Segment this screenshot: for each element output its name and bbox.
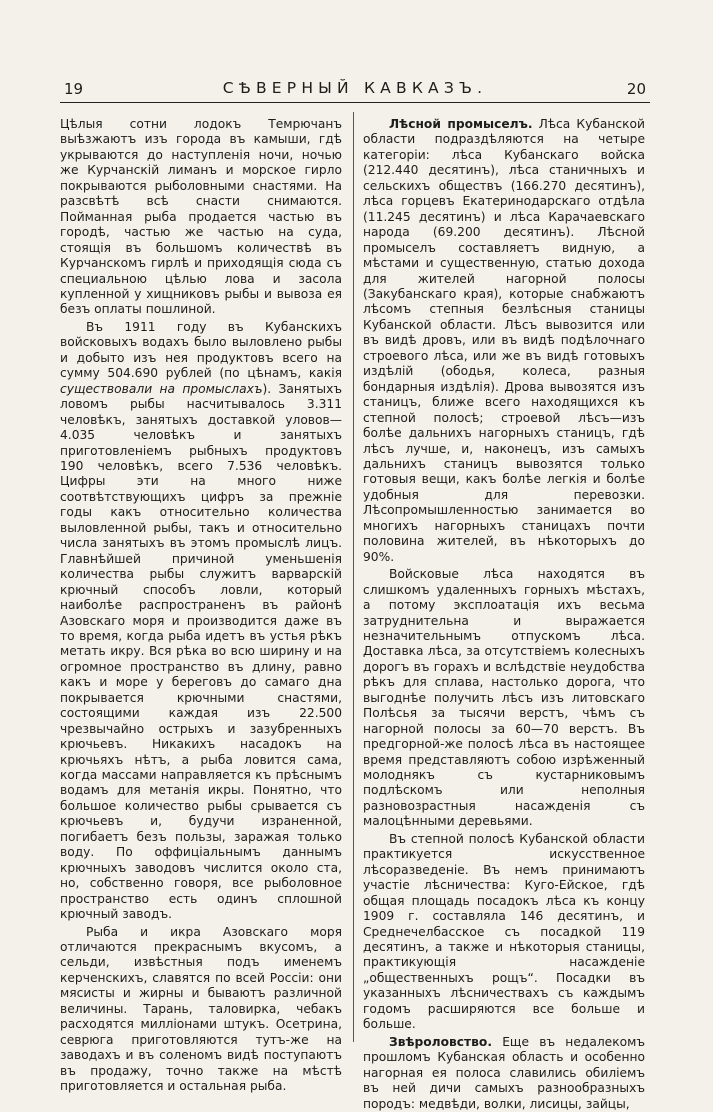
running-header — [60, 78, 650, 103]
paragraph — [363, 1035, 645, 1112]
italic-phrase: существовали на промыслахъ — [60, 381, 263, 396]
paragraph: Войсковые лѣса находятся въ слишкомъ удаленныхъ горныхъ мѣстахъ, а потому эксплоатація ихъ весьма затруднительна и выражается незначительнымъ отпускомъ лѣса. Доставка лѣса, за отсутствіемъ колесныхъ дорогъ въ горахъ и вслѣдствіе неудобства рѣкъ для сплава, настолько дорога, что выгоднѣе получить лѣсъ изъ литовскаго Полѣсья за тысячи верстъ, чѣмъ съ нагорной полосы за 60—70 верстъ. Въ предгорной-же полосѣ лѣса въ настоящее время представляютъ собою изрѣженный молоднякъ съ кустарниковымъ подлѣскомъ или неполныя разновозрастныя насажденія съ малоцѣнными деревьями. — [363, 567, 645, 829]
section-heading: Звѣроловство. — [389, 1034, 492, 1049]
page-number-right: 20 — [626, 80, 646, 98]
section-heading: Лѣсной промыселъ. — [389, 117, 533, 131]
left-column — [60, 117, 342, 1094]
page-number-left: 19 — [64, 80, 84, 98]
text-run: ). Занятыхъ ловомъ рыбы насчитывалось 3.311 человѣкъ, занятыхъ доставкой уловов—4.035 человѣкъ и занятыхъ приготовленіемъ рыбныхъ продуктовъ 190 человѣкъ, всего 7.536 человѣкъ. Цифры эти на много ниже соотвѣтствующихъ цифръ за прежніе годы какъ относительно количества выловленной рыбы, такъ и относительно числа занятыхъ въ этомъ промыслѣ лицъ. Главнѣйшей причиной уменьшенія количества рыбы служитъ варварскій крючный способъ ловли, который наиболѣе распространенъ въ районѣ Азовскаго моря и производится даже въ то время, когда рыба идетъ въ устья рѣкъ метать икру. Вся рѣка во всю ширину и на огромное пространство въ длину, равно какъ и море у береговъ до самаго дна покрывается крючными снастями, состоящими каждая изъ 22.500 чрезвычайно острыхъ и зазубренныхъ крючьевъ. Никакихъ насадокъ на крючьяхъ нѣтъ, а рыба ловится сама, когда массами направляется къ прѣснымъ водамъ для метанія икры. Понятно, что большое количество рыбы срывается съ крючьевъ и, будучи израненной, погибаетъ безъ пользы, заражая только воду. По оффиціальнымъ даннымъ крючныхъ заводовъ числится около ста, но, собственно говоря, все рыболовное пространство есть одинъ сплошной крючный заводъ. — [60, 381, 342, 922]
paragraph: Въ степной полосѣ Кубанской области практикуется искусственное лѣсоразведеніе. Въ немъ принимаютъ участіе лѣсничества: Куго-Ейское, гдѣ общая площадь посадокъ лѣса къ концу 1909 г. составляла 146 десятинъ, и Среднечелбасское съ посадкой 119 десятинъ, а также и нѣкоторыя станицы, практикующія насажденіе „общественныхъ рощъ“. Посадки въ указанныхъ лѣсничествахъ съ каждымъ годомъ расширяются все больше и больше. — [363, 831, 645, 1032]
right-column — [363, 117, 645, 1111]
paragraph: Рыба и икра Азовскаго моря отличаются прекраснымъ вкусомъ, а сельди, извѣстныя подъ именемъ керченскихъ, славятся по всей Россіи: они мясисты и жирны и бываютъ различной величины. Тарань, таловирка, чебакъ расходятся миллiонами штукъ. Осетрина, севрюга приготовляются тутъ-же на заводахъ и въ соленомъ видѣ поступаютъ въ продажу, точно также на мѣстѣ приготовляется и остальная рыба. — [60, 924, 342, 1094]
text-run: Еще въ недалекомъ прошломъ Кубанская область и особенно нагорная ея полоса славились обиліемъ въ ней дичи самыхъ разнообразныхъ породъ: медвѣди, волки, лисицы, зайцы, — [363, 1034, 645, 1111]
text-run: Лѣса Кубанской области подраздѣляются на четыре категоріи: лѣса Кубанскаго войска (212.440 десятинъ), лѣса станичныхъ и сельскихъ обществъ (166.270 десятинъ), лѣса горцевъ Екатеринодарскаго отдѣла (11.245 десятинъ) и лѣса Карачаевскаго народа (69.200 десятинъ). Лѣсной промыселъ составляетъ видную, а мѣстами и существенную, статью дохода для жителей нагорной полосы (Закубанскаго края), которые снабжаютъ лѣсомъ степныя безлѣсныя станицы Кубанской области. Лѣсъ вывозится или въ видѣ дровъ, или въ видѣ подѣлочнаго строевого лѣса, или же въ видѣ готовыхъ издѣлій (ободья, колеса, разныя бондарныя издѣлія). Дрова вывозятся изъ станицъ, ближе всего находящихся къ степной полосѣ; строевой лѣсъ—изъ болѣе дальнихъ нагорныхъ станицъ, гдѣ лѣсъ лучше, и, наконецъ, изъ самыхъ дальнихъ станицъ вывозятся только готовыя вещи, какъ болѣе легкія и болѣе удобныя для перевозки. Лѣсопромышленностью занимается во многихъ нагорныхъ станицахъ почти половина жителей, въ нѣкоторыхъ до 90%. — [363, 117, 645, 564]
column-divider — [353, 112, 354, 1042]
paragraph — [60, 320, 342, 923]
running-title: СѢВЕРНЫЙ КАВКАЗЪ. — [222, 79, 488, 97]
paragraph: Цѣлыя сотни лодокъ Темрючанъ выѣзжаютъ изъ города въ камыши, гдѣ укрываются до наступленія ночи, ночью же Курчанскій лиманъ и морское гирло покрываются рыболовными снастями. На разсвѣтѣ всѣ снасти снимаются. Пойманная рыба продается частью въ городѣ, частью же частью на суда, стоящія въ большомъ количествѣ въ Курчанскомъ гирлѣ и приходящія сюда съ специальною цѣлью лова и засола купленной у хищниковъ рыбы и вывоза ея безъ оплаты пошлиной. — [60, 117, 342, 317]
text-run: Въ 1911 году въ Кубанскихъ войсковыхъ водахъ было выловлено рыбы и добыто изъ нея продуктовъ всего на сумму 504.690 рублей (по цѣнамъ, какія — [60, 319, 342, 381]
paragraph — [363, 117, 645, 565]
